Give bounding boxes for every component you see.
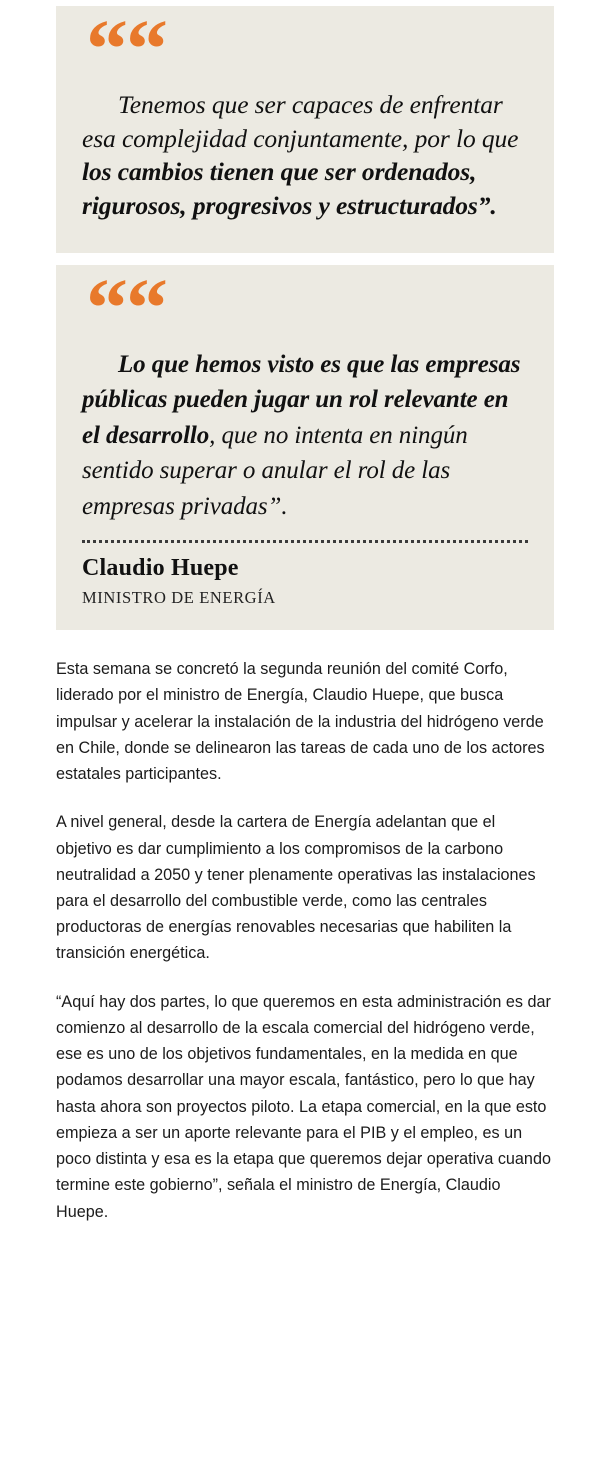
- attribution-name: Claudio Huepe: [82, 555, 239, 582]
- pull-quote-2-text: [82, 347, 528, 525]
- body-paragraph: Esta semana se concretó la segunda reunión del comité Corfo, liderado por el ministro de Energía, Claudio Huepe, que busca impulsar y acelerar la instalación de la industria del hidrógeno verde en Chile, donde se delinearon las tareas de cada uno de los actores estatales participantes.: [56, 660, 545, 784]
- divider: [82, 540, 528, 543]
- pull-quote-card-1: [56, 3, 554, 253]
- pull-quote-1-lead: Tenemos que ser capaces de enfrentar esa complejidad conjuntamente, por lo que: [82, 90, 519, 153]
- body-paragraph: “Aquí hay dos partes, lo que queremos en esta administración es dar comienzo al desarrollo de la escala comercial del hidrógeno verde, ese es uno de los objetivos fundamentales, en la medida en que podamos desarrollar una mayor escala, fantástico, pero lo que hay hasta ahora son proyectos piloto. La etapa comercial, en la que esto empieza a ser un aporte relevante para el PIB y el empleo, es un poco distinta y esa es la etapa que queremos dejar operativa cuando termine este gobierno”, señala el ministro de Energía, Claudio Huepe.: [56, 992, 551, 1221]
- attribution-role: MINISTRO DE ENERGÍA: [82, 588, 276, 608]
- pull-quote-2-bold: Lo que hemos visto es que las empresas públicas pueden jugar un rol relevante en el desarrollo: [82, 350, 521, 449]
- article-page: [0, 3, 610, 1461]
- article-body: [56, 630, 554, 1225]
- pull-quote-card-2: [56, 261, 554, 631]
- pull-quote-1-bold: los cambios tienen que ser ordenados, rigurosos, progresivos y estructurados”.: [82, 157, 497, 220]
- pull-quote-1-text: [82, 88, 528, 223]
- quote-mark-icon: ““: [86, 261, 166, 355]
- pull-quote-2-tail: , que no intenta en ningún sentido superar o anular el rol de las empresas privadas”.: [82, 421, 468, 520]
- body-paragraph: A nivel general, desde la cartera de Energía adelantan que el objetivo es dar cumplimiento a los compromisos de la carbono neutralidad a 2050 y tener plenamente operativas las instalaciones para el desarrollo del combustible verde, como las centrales productoras de energías renovables necesarias que habiliten la transición energética.: [56, 813, 536, 963]
- quote-mark-icon: ““: [86, 3, 166, 96]
